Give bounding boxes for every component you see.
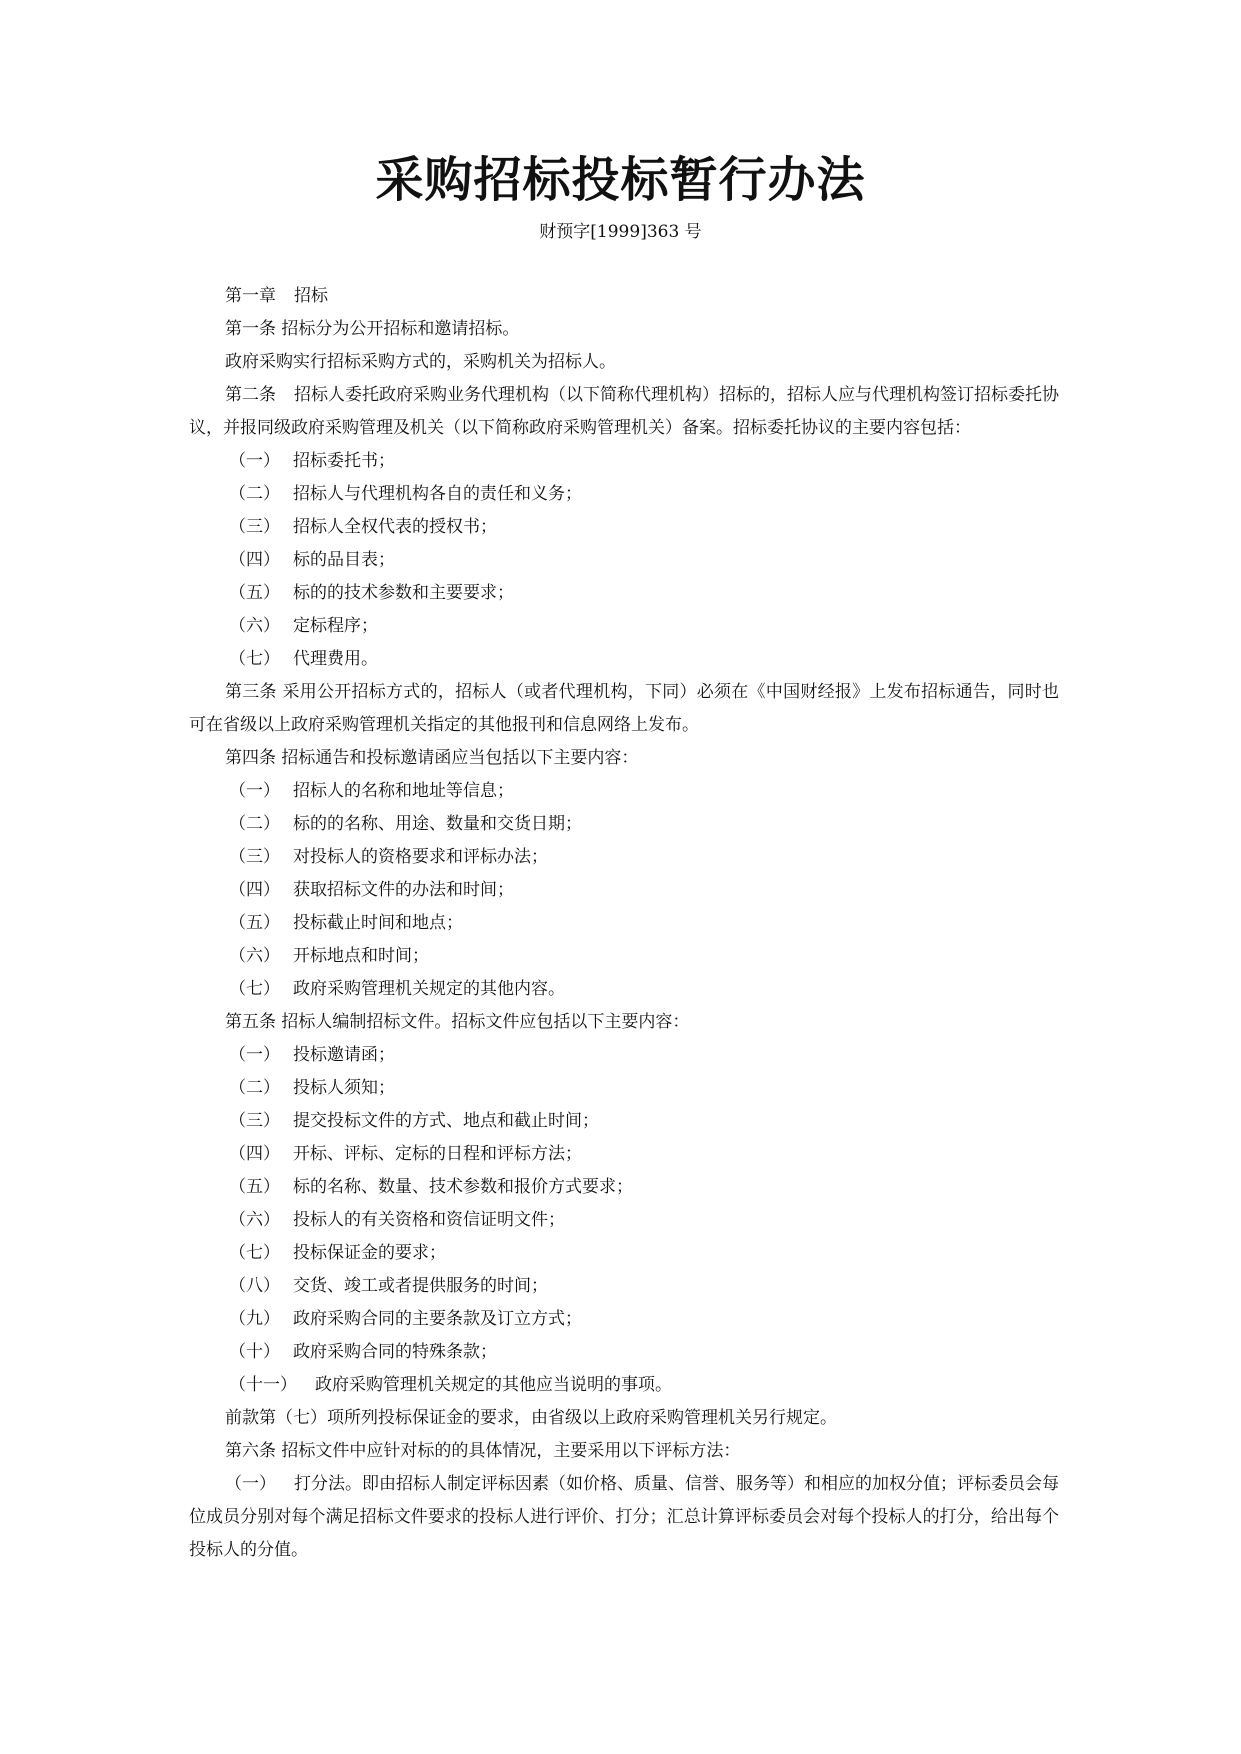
article-4-items [189, 775, 1059, 1006]
list-item [189, 874, 1059, 907]
item-text: 政府采购管理机关规定的其他内容。 [293, 979, 565, 999]
article-label: 第三条 [225, 682, 277, 702]
item-text: 标的名称、数量、技术参数和报价方式要求； [293, 1177, 633, 1197]
chapter-heading [189, 280, 1059, 313]
list-item [189, 808, 1059, 841]
list-item [189, 1303, 1059, 1336]
item-text: 交货、竣工或者提供服务的时间； [293, 1276, 548, 1296]
document-number: 财预字[1999]363 号 [539, 222, 702, 242]
list-item [189, 1171, 1059, 1204]
article-text: 采用公开招标方式的，招标人（或者代理机构，下同）必须在《中国财经报》上发布招标通告，同时也可在省级以上政府采购管理机关指定的其他报刊和信息网络上发布。 [189, 682, 1060, 735]
article-text: 招标人编制招标文件。招标文件应包括以下主要内容： [281, 1012, 690, 1032]
article-5-items [189, 1039, 1059, 1402]
article-label: 第五条 [225, 1012, 276, 1032]
item-number: （四） [229, 880, 280, 900]
item-number: （四） [229, 1144, 280, 1164]
item-number: （四） [229, 550, 280, 570]
list-item [189, 610, 1059, 643]
item-number: （一） [225, 1474, 276, 1494]
article-5 [189, 1006, 1059, 1039]
article-label: 第二条 [225, 385, 276, 405]
item-text: 标的的技术参数和主要要求； [293, 583, 514, 603]
item-text: 代理费用。 [293, 649, 378, 669]
item-text: 打分法。即由招标人制定评标因素（如价格、质量、信誉、服务等）和相应的加权分值；评标委员会每位成员分别对每个满足招标文件要求的投标人进行评价、打分；汇总计算评标委员会对每个投标人的打分，给出每个投标人的分值。 [189, 1474, 1059, 1560]
item-text: 对投标人的资格要求和评标办法； [293, 847, 548, 867]
chapter-label: 第一章 [225, 286, 276, 306]
item-number: （七） [229, 1243, 280, 1263]
item-number: （五） [229, 913, 280, 933]
item-text: 投标人须知； [293, 1078, 395, 1098]
article-text: 招标人委托政府采购业务代理机构（以下简称代理机构）招标的，招标人应与代理机构签订招标委托协议，并报同级政府采购管理及机关（以下简称政府采购管理机关）备案。招标委托协议的主要内容包括： [189, 385, 1059, 438]
list-item [189, 1336, 1059, 1369]
article-3 [189, 676, 1059, 742]
list-item [189, 775, 1059, 808]
item-text: 开标、评标、定标的日程和评标方法； [293, 1144, 582, 1164]
list-item [189, 1105, 1059, 1138]
item-text: 招标人与代理机构各自的责任和义务； [293, 484, 582, 504]
list-item [189, 1204, 1059, 1237]
item-number: （二） [229, 814, 280, 834]
item-number: （七） [229, 979, 280, 999]
list-item [189, 841, 1059, 874]
item-number: （九） [229, 1309, 280, 1329]
list-item [189, 511, 1059, 544]
article-4 [189, 742, 1059, 775]
article-5-note: 前款第（七）项所列投标保证金的要求，由省级以上政府采购管理机关另行规定。 [225, 1408, 837, 1428]
list-item [189, 577, 1059, 610]
item-number: （十） [229, 1342, 280, 1362]
item-number: （三） [229, 1111, 280, 1131]
list-item [189, 1270, 1059, 1303]
article-1-paragraph-2: 政府采购实行招标采购方式的，采购机关为招标人。 [225, 352, 616, 372]
item-text: 政府采购合同的主要条款及订立方式； [293, 1309, 582, 1329]
item-number: （二） [229, 1078, 280, 1098]
item-number: （五） [229, 583, 280, 603]
item-number: （二） [229, 484, 280, 504]
list-item [189, 544, 1059, 577]
item-text: 投标人的有关资格和资信证明文件； [293, 1210, 565, 1230]
item-number: （三） [229, 847, 280, 867]
item-text: 政府采购合同的特殊条款； [293, 1342, 497, 1362]
article-1 [189, 313, 1059, 346]
item-text: 招标人全权代表的授权书； [293, 517, 497, 537]
item-number: （八） [229, 1276, 280, 1296]
article-label: 第四条 [225, 748, 276, 768]
list-item [189, 1237, 1059, 1270]
document-title: 采购招标投标暂行办法 [375, 152, 866, 208]
article-text: 招标通告和投标邀请函应当包括以下主要内容： [281, 748, 639, 768]
item-text: 投标保证金的要求； [293, 1243, 446, 1263]
item-number: （七） [229, 649, 280, 669]
list-item [189, 478, 1059, 511]
item-text: 定标程序； [293, 616, 378, 636]
item-number: （三） [229, 517, 280, 537]
item-text: 提交投标文件的方式、地点和截止时间； [293, 1111, 599, 1131]
item-number: （一） [229, 1045, 280, 1065]
document-body [189, 280, 1059, 1567]
list-item [189, 940, 1059, 973]
item-number: （十一） [229, 1375, 297, 1395]
list-item [189, 907, 1059, 940]
list-item [189, 1039, 1059, 1072]
item-number: （一） [229, 451, 280, 471]
article-text: 招标分为公开招标和邀请招标。 [281, 319, 520, 339]
item-text: 开标地点和时间； [293, 946, 429, 966]
item-text: 获取招标文件的办法和时间； [293, 880, 514, 900]
article-label: 第一条 [225, 319, 276, 339]
item-text: 标的品目表； [293, 550, 395, 570]
item-number: （六） [229, 946, 280, 966]
chapter-name: 招标 [294, 286, 328, 306]
article-text: 招标文件中应针对标的的具体情况，主要采用以下评标方法： [281, 1441, 741, 1461]
item-text: 政府采购管理机关规定的其他应当说明的事项。 [315, 1375, 672, 1395]
article-6 [189, 1435, 1059, 1468]
article-6-item-1 [189, 1468, 1059, 1567]
article-2 [189, 379, 1059, 445]
list-item [189, 1138, 1059, 1171]
article-label: 第六条 [225, 1441, 276, 1461]
item-text: 标的的名称、用途、数量和交货日期； [293, 814, 582, 834]
list-item [189, 1072, 1059, 1105]
list-item [189, 973, 1059, 1006]
item-number: （六） [229, 616, 280, 636]
list-item [189, 643, 1059, 676]
item-text: 投标截止时间和地点； [293, 913, 463, 933]
item-number: （一） [229, 781, 280, 801]
list-item [189, 445, 1059, 478]
article-2-items [189, 445, 1059, 676]
item-text: 招标委托书； [293, 451, 395, 471]
item-number: （六） [229, 1210, 280, 1230]
item-number: （五） [229, 1177, 280, 1197]
item-text: 投标邀请函； [293, 1045, 395, 1065]
list-item [189, 1369, 1059, 1402]
item-text: 招标人的名称和地址等信息； [293, 781, 514, 801]
